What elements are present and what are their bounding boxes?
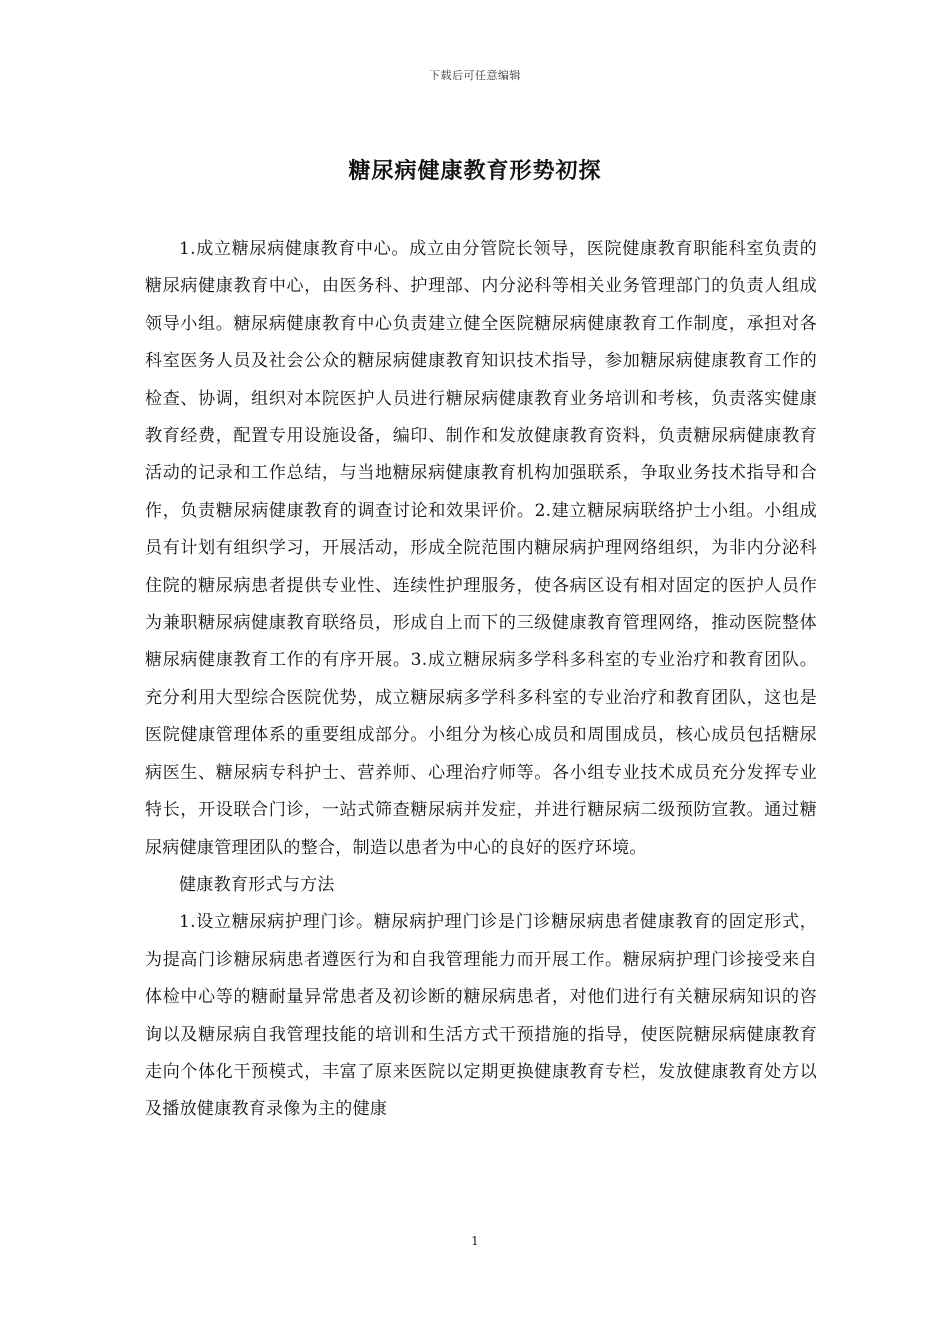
- paragraph-organization: 1.成立糖尿病健康教育中心。成立由分管院长领导，医院健康教育职能科室负责的糖尿病健康教育中心，由医务科、护理部、内分泌科等相关业务管理部门的负责人组成领导小组。糖尿病健康教育中心负责建立健全医院糖尿病健康教育工作制度，承担对各科室医务人员及社会公众的糖尿病健康教育知识技术指导，参加糖尿病健康教育工作的检查、协调，组织对本院医护人员进行糖尿病健康教育业务培训和考核，负责落实健康教育经费，配置专用设施设备，编印、制作和发放健康教育资料，负责糖尿病健康教育活动的记录和工作总结，与当地糖尿病健康教育机构加强联系，争取业务技术指导和合作，负责糖尿病健康教育的调查讨论和效果评价。2.建立糖尿病联络护士小组。小组成员有计划有组织学习，开展活动，形成全院范围内糖尿病护理网络组织，为非内分泌科住院的糖尿病患者提供专业性、连续性护理服务，使各病区设有相对固定的医护人员作为兼职糖尿病健康教育联络员，形成自上而下的三级健康教育管理网络，推动医院整体糖尿病健康教育工作的有序开展。3.成立糖尿病多学科多科室的专业治疗和教育团队。充分利用大型综合医院优势，成立糖尿病多学科多科室的专业治疗和教育团队，这也是医院健康管理体系的重要组成部分。小组分为核心成员和周围成员，核心成员包括糖尿病医生、糖尿病专科护士、营养师、心理治疗师等。各小组专业技术成员充分发挥专业特长，开设联合门诊，一站式筛查糖尿病并发症，并进行糖尿病二级预防宣教。通过糖尿病健康管理团队的整合，制造以患者为中心的良好的医疗环境。: [145, 239, 817, 858]
- page-header-note: 下载后可任意编辑: [429, 69, 521, 82]
- document-title: 糖尿病健康教育形势初探: [348, 158, 602, 184]
- paragraph-nursing-clinic: 1.设立糖尿病护理门诊。糖尿病护理门诊是门诊糖尿病患者健康教育的固定形式，为提高门诊糖尿病患者遵医行为和自我管理能力而开展工作。糖尿病护理门诊接受来自体检中心等的糖耐量异常患者及初诊断的糖尿病患者，对他们进行有关糖尿病知识的咨询以及糖尿病自我管理技能的培训和生活方式干预措施的指导，使医院糖尿病健康教育走向个体化干预模式，丰富了原来医院以定期更换健康教育专栏，发放健康教育处方以及播放健康教育录像为主的健康: [145, 912, 817, 1120]
- document-body: [145, 231, 817, 1129]
- section-heading-methods: 健康教育形式与方法: [179, 874, 335, 895]
- page-number: 1: [471, 1234, 479, 1248]
